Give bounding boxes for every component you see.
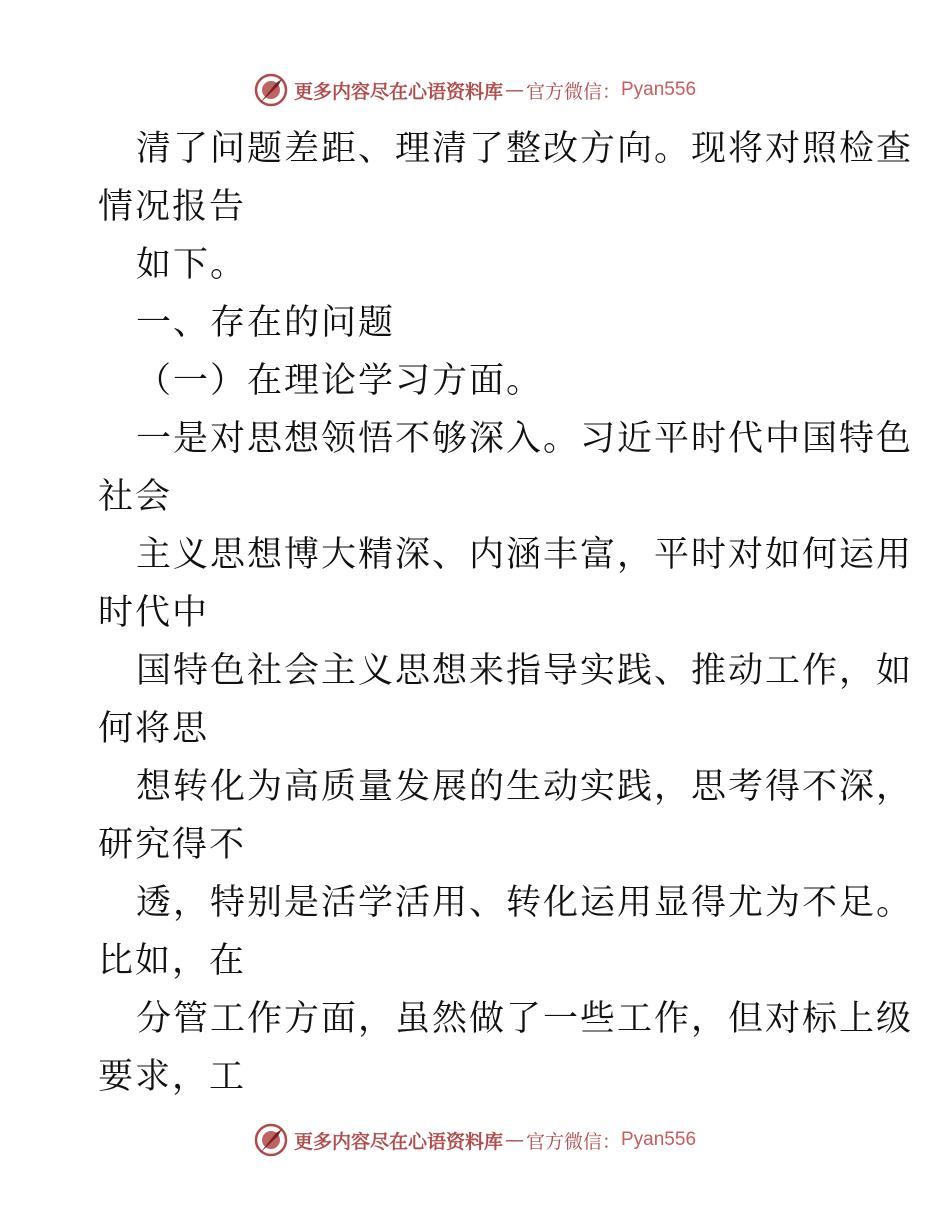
footer-watermark bbox=[0, 1120, 950, 1160]
text-line: 主义思想博大精深、内涵丰富，平时对如何运用 bbox=[136, 535, 914, 575]
text-line: 透，特别是活学活用、转化运用显得尤为不足。 bbox=[136, 883, 914, 923]
watermark-separator: — bbox=[504, 1129, 524, 1151]
text-line: 要求，工 bbox=[98, 1057, 247, 1097]
header-watermark bbox=[0, 70, 950, 110]
text-line: 一是对思想领悟不够深入。习近平时代中国特色 bbox=[136, 419, 914, 459]
watermark-account: Pyan556 bbox=[621, 1129, 697, 1150]
watermark-label: 官方微信： bbox=[525, 1130, 621, 1153]
text-line: 国特色社会主义思想来指导实践、推动工作，如 bbox=[136, 651, 914, 691]
text-line: 研究得不 bbox=[98, 825, 247, 865]
text-line: 时代中 bbox=[98, 593, 210, 633]
text-line: 清了问题差距、理清了整改方向。现将对照检查 bbox=[136, 129, 914, 169]
watermark-account: Pyan556 bbox=[621, 79, 697, 100]
text-line: 如下。 bbox=[136, 245, 248, 285]
watermark-label: 官方微信： bbox=[525, 80, 621, 103]
watermark-separator: — bbox=[504, 79, 524, 101]
text-line: 何将思 bbox=[98, 709, 210, 749]
section-heading: 一、存在的问题 bbox=[136, 303, 396, 343]
subsection-heading: （一）在理论学习方面。 bbox=[136, 361, 544, 401]
watermark-brand: 更多内容尽在心语资料库 bbox=[293, 80, 503, 103]
text-line: 情况报告 bbox=[98, 187, 247, 227]
watermark-brand: 更多内容尽在心语资料库 bbox=[293, 1130, 503, 1153]
text-line: 比如，在 bbox=[98, 941, 247, 981]
document-body bbox=[98, 120, 914, 1106]
text-line: 分管工作方面，虽然做了一些工作，但对标上级 bbox=[136, 999, 914, 1039]
text-line: 想转化为高质量发展的生动实践，思考得不深， bbox=[136, 767, 914, 807]
quill-logo-icon bbox=[254, 73, 288, 107]
quill-logo-icon bbox=[254, 1123, 288, 1157]
text-line: 社会 bbox=[98, 477, 173, 517]
